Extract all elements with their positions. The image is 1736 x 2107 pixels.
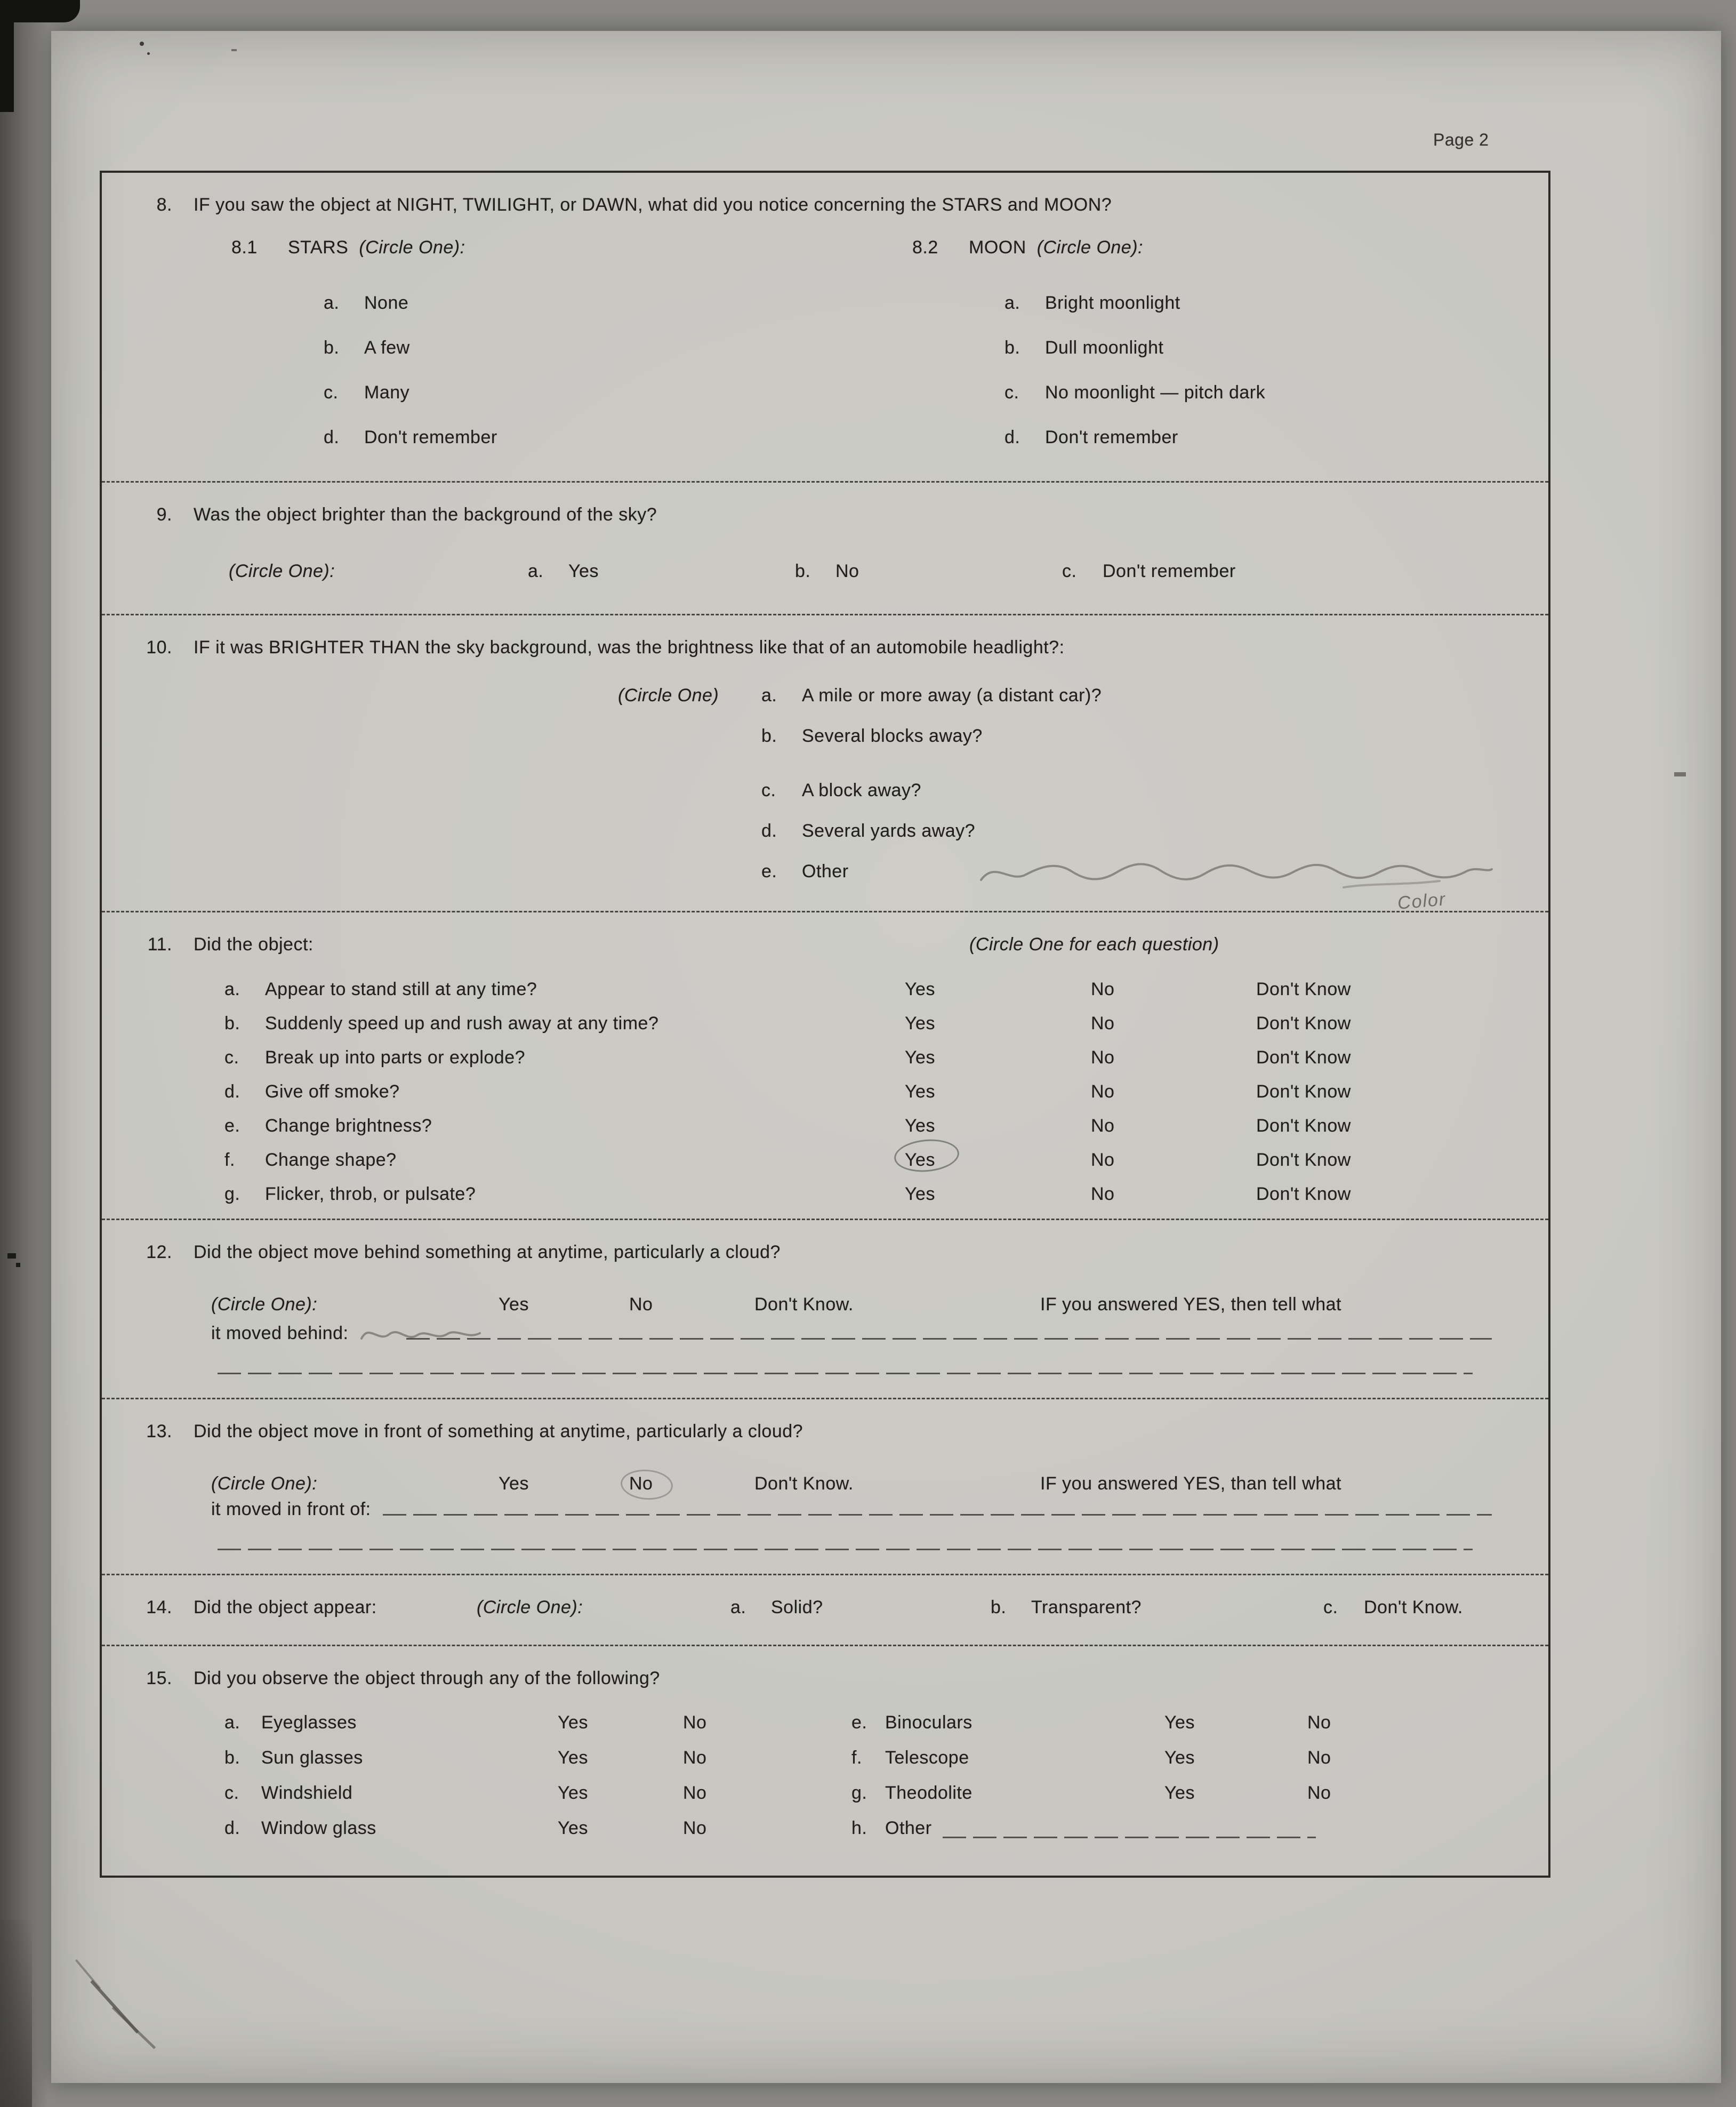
question-14-head <box>128 1596 1527 1619</box>
scan-artifact <box>231 49 237 51</box>
question-15-grid <box>128 1705 1527 1846</box>
option-q9-no[interactable] <box>795 559 1062 583</box>
option-q9-dont-remember[interactable] <box>1062 559 1236 583</box>
option-text: Dull moonlight <box>1045 338 1164 358</box>
option-text: Other <box>802 861 849 882</box>
question-11-text: Did the object: <box>194 934 314 955</box>
option-letter: b. <box>1004 338 1020 358</box>
question-9-section <box>102 481 1548 614</box>
option-q10-mile-away[interactable] <box>761 675 1527 716</box>
option-text: Several blocks away? <box>802 726 983 747</box>
option-moon-dont-remember[interactable] <box>1004 415 1527 460</box>
stars-options <box>231 281 912 460</box>
option-letter: b. <box>324 338 340 358</box>
question-13-text: Did the object move in front of something at anytime, particularly a cloud? <box>194 1421 803 1442</box>
answer-no[interactable]: No <box>1307 1712 1331 1733</box>
answer-no[interactable]: No <box>1307 1748 1331 1768</box>
question-10-number: 10. <box>146 637 172 658</box>
option-q10-blocks-away[interactable] <box>761 716 1527 756</box>
option-text: A mile or more away (a distant car)? <box>802 685 1102 706</box>
question-10-head <box>128 636 1527 659</box>
circle-one-label: (Circle One): <box>211 1473 318 1494</box>
answer-dont-know[interactable]: Don't Know <box>1256 1184 1351 1205</box>
fill-in-line[interactable] <box>406 1338 1492 1340</box>
answer-no[interactable]: No <box>1091 1081 1115 1102</box>
option-letter: c. <box>761 780 776 801</box>
item-other-label: Other <box>885 1818 932 1839</box>
scan-artifact <box>7 1253 16 1259</box>
q15-row-3 <box>224 1775 1527 1810</box>
scan-artifact <box>147 52 150 55</box>
answer-yes[interactable]: Yes <box>558 1748 588 1768</box>
option-letter: b. <box>991 1597 1007 1618</box>
option-q14-dont-know[interactable] <box>1323 1596 1463 1619</box>
q11-row-flicker <box>224 1177 1527 1211</box>
row-letter: g. <box>224 1184 240 1205</box>
option-text: Don't remember <box>364 427 497 448</box>
item-telescope: Telescope <box>885 1748 969 1768</box>
item-binoculars: Binoculars <box>885 1712 973 1733</box>
form-frame <box>100 171 1550 1878</box>
question-12-head <box>128 1240 1527 1264</box>
q11-row-smoke <box>224 1075 1527 1109</box>
row-letter: h. <box>851 1818 867 1839</box>
question-12-text: Did the object move behind something at anytime, particularly a cloud? <box>194 1242 781 1263</box>
question-15-head <box>128 1667 1527 1690</box>
row-letter: a. <box>224 979 240 1000</box>
row-letter: b. <box>224 1013 240 1034</box>
question-8-text: IF you saw the object at NIGHT, TWILIGHT, or DAWN, what did you notice concerning the STARS and MOON? <box>194 195 1112 215</box>
option-text: Solid? <box>771 1597 823 1618</box>
item-sun-glasses: Sun glasses <box>261 1748 363 1768</box>
question-13-head <box>128 1420 1527 1443</box>
option-letter: b. <box>761 726 777 747</box>
question-12-number: 12. <box>146 1242 172 1263</box>
option-text: Transparent? <box>1031 1597 1142 1618</box>
subquestion-title: STARS <box>288 237 349 258</box>
moved-in-front-line <box>128 1497 1492 1521</box>
option-text: Don't remember <box>1045 427 1178 448</box>
scan-artifact <box>16 1263 20 1267</box>
answer-dont-know[interactable]: Don't Know <box>1256 1013 1351 1034</box>
row-letter: d. <box>224 1081 240 1102</box>
answer-dont-know[interactable]: Don't Know. <box>754 1473 854 1494</box>
option-moon-dull[interactable] <box>1004 325 1527 370</box>
row-letter: e. <box>224 1116 240 1136</box>
option-moon-none[interactable] <box>1004 370 1527 415</box>
option-text: Several yards away? <box>802 821 976 842</box>
q15-row-4 <box>224 1810 1527 1846</box>
answer-dont-know[interactable]: Don't Know <box>1256 1081 1351 1102</box>
row-question: Change shape? <box>265 1150 397 1171</box>
option-letter: a. <box>1004 293 1020 314</box>
subquestion-title: MOON <box>969 237 1026 258</box>
option-letter: a. <box>528 561 544 582</box>
option-text: No <box>835 561 859 582</box>
question-9-options <box>128 559 1527 583</box>
subquestion-8-1-heading <box>231 236 912 259</box>
fill-in-line[interactable] <box>218 1549 1473 1550</box>
q15-row-2 <box>224 1740 1527 1775</box>
item-theodolite: Theodolite <box>885 1783 973 1804</box>
answer-no[interactable]: No <box>629 1294 653 1315</box>
item-windshield: Windshield <box>261 1783 353 1804</box>
circle-one-label: (Circle One): <box>359 237 465 258</box>
row-letter: f. <box>224 1150 235 1171</box>
row-letter: c. <box>224 1783 239 1804</box>
question-15-text: Did you observe the object through any of the following? <box>194 1668 660 1689</box>
answer-dont-know[interactable]: Don't Know <box>1256 1150 1351 1171</box>
subquestion-8-2-moon <box>912 236 1527 460</box>
answer-no[interactable]: No <box>683 1748 707 1768</box>
answer-no[interactable]: No <box>683 1783 707 1804</box>
answer-no[interactable]: No <box>1091 1013 1115 1034</box>
q15-row-1 <box>224 1705 1527 1740</box>
question-9-head <box>128 503 1527 526</box>
option-text: A few <box>364 338 410 358</box>
option-q10-yards-away[interactable] <box>761 811 1527 851</box>
option-letter: c. <box>1323 1597 1338 1618</box>
option-text: A block away? <box>802 780 921 801</box>
question-11-rows <box>128 972 1527 1211</box>
q11-row-break-up <box>224 1040 1527 1075</box>
question-14-number: 14. <box>146 1597 172 1618</box>
answer-dont-know[interactable]: Don't Know <box>1256 979 1351 1000</box>
answer-no[interactable]: No <box>1091 979 1115 1000</box>
option-text: Bright moonlight <box>1045 293 1180 314</box>
subquestion-number: 8.2 <box>912 237 938 258</box>
answer-yes[interactable]: Yes <box>499 1473 529 1494</box>
answer-yes[interactable]: Yes <box>558 1783 588 1804</box>
circle-one-label: (Circle One): <box>477 1597 583 1618</box>
row-question: Flicker, throb, or pulsate? <box>265 1184 476 1205</box>
moved-behind-line <box>128 1318 1492 1345</box>
q11-row-speed-up <box>224 1006 1527 1040</box>
question-8-number: 8. <box>156 195 172 215</box>
answer-no[interactable]: No <box>1091 1184 1115 1205</box>
item-window-glass: Window glass <box>261 1818 376 1839</box>
page-number: Page 2 <box>1433 130 1489 149</box>
answer-dont-know[interactable]: Don't Know <box>1256 1116 1351 1136</box>
option-stars-dont-remember[interactable] <box>324 415 912 460</box>
option-text: Many <box>364 382 410 403</box>
option-letter: b. <box>795 561 811 582</box>
question-12-answers <box>128 1293 1527 1316</box>
moon-options <box>912 281 1527 460</box>
handwriting-scribble <box>976 852 1498 895</box>
answer-yes[interactable]: Yes <box>558 1712 588 1733</box>
paper <box>51 31 1721 2083</box>
question-10-options <box>128 675 1527 914</box>
option-letter: e. <box>761 861 777 882</box>
question-8-head <box>128 193 1527 217</box>
scan-artifact <box>0 0 14 112</box>
scan-edge-shadow <box>0 0 53 2107</box>
row-letter: b. <box>224 1748 240 1768</box>
item-other <box>885 1810 1527 1846</box>
question-10-text: IF it was BRIGHTER THAN the sky background, was the brightness like that of an automobile headlight?: <box>194 637 1065 658</box>
answer-yes[interactable]: Yes <box>905 1081 935 1102</box>
option-letter: d. <box>1004 427 1020 448</box>
option-letter: c. <box>1062 561 1077 582</box>
question-15-section <box>102 1645 1548 1876</box>
moved-in-front-label: it moved in front of: <box>211 1499 371 1520</box>
moved-behind-label: it moved behind: <box>211 1323 349 1344</box>
option-q14-solid[interactable] <box>730 1596 991 1619</box>
scan-artifact <box>1674 772 1686 776</box>
question-13-section <box>102 1398 1548 1574</box>
answer-yes[interactable]: Yes <box>905 979 935 1000</box>
answer-yes[interactable]: Yes <box>905 1013 935 1034</box>
question-13-number: 13. <box>146 1421 172 1442</box>
row-question: Suddenly speed up and rush away at any time? <box>265 1013 659 1034</box>
answer-no-circled[interactable]: No <box>629 1472 754 1495</box>
q11-row-shape <box>224 1143 1527 1177</box>
row-letter: a. <box>224 1712 240 1733</box>
row-letter: f. <box>851 1748 862 1768</box>
circle-one-label: (Circle One): <box>1036 237 1143 258</box>
scan-artifact <box>0 1920 32 2107</box>
option-stars-a-few[interactable] <box>324 325 912 370</box>
option-text: None <box>364 293 409 314</box>
answer-yes[interactable]: Yes <box>558 1818 588 1839</box>
question-11-number: 11. <box>147 934 172 955</box>
row-question: Change brightness? <box>265 1116 432 1136</box>
item-eyeglasses: Eyeglasses <box>261 1712 357 1733</box>
question-11-head <box>128 933 1527 956</box>
circle-one-label: (Circle One): <box>211 1294 318 1315</box>
q11-row-brightness <box>224 1109 1527 1143</box>
option-letter: c. <box>1004 382 1019 403</box>
answer-no[interactable]: No <box>683 1818 707 1839</box>
option-q10-block-away[interactable] <box>761 770 1527 811</box>
question-8-section <box>102 173 1548 481</box>
answer-no[interactable]: No <box>1091 1116 1115 1136</box>
option-letter: a. <box>730 1597 746 1618</box>
fill-in-line[interactable] <box>383 1514 1492 1516</box>
option-text: No moonlight — pitch dark <box>1045 382 1266 403</box>
scan-artifact <box>140 42 144 46</box>
question-14-text: Did the object appear: <box>194 1597 377 1618</box>
answer-yes[interactable]: Yes <box>905 1116 935 1136</box>
row-letter: g. <box>851 1783 867 1804</box>
question-8-columns <box>128 236 1527 460</box>
option-q9-yes[interactable] <box>528 559 795 583</box>
handwriting-scribble <box>357 1318 485 1347</box>
question-9-text: Was the object brighter than the background of the sky? <box>194 504 657 525</box>
circle-one-label: (Circle One) <box>618 685 719 706</box>
subquestion-8-2-heading <box>912 236 1527 259</box>
option-letter: a. <box>324 293 340 314</box>
subquestion-8-1-stars <box>231 236 912 460</box>
q11-row-stand-still <box>224 972 1527 1006</box>
option-letter: d. <box>324 427 340 448</box>
row-question: Appear to stand still at any time? <box>265 979 537 1000</box>
question-15-number: 15. <box>146 1668 172 1689</box>
option-letter: c. <box>324 382 339 403</box>
answer-no[interactable]: No <box>683 1712 707 1733</box>
fill-in-line[interactable] <box>943 1837 1316 1838</box>
answer-dont-know[interactable]: Don't Know. <box>754 1294 854 1315</box>
option-text: Don't Know. <box>1364 1597 1463 1618</box>
answer-yes[interactable]: Yes <box>1164 1783 1195 1804</box>
option-q14-transparent[interactable] <box>991 1596 1323 1619</box>
question-13-answers <box>128 1472 1527 1495</box>
option-stars-none[interactable] <box>324 281 912 325</box>
row-question: Give off smoke? <box>265 1081 400 1102</box>
option-letter: a. <box>761 685 777 706</box>
answer-yes[interactable]: Yes <box>1164 1712 1195 1733</box>
fill-in-line[interactable] <box>218 1373 1473 1374</box>
circle-one-label: (Circle One): <box>229 561 335 582</box>
question-9-number: 9. <box>156 504 172 525</box>
answer-no[interactable]: No <box>1091 1047 1115 1068</box>
option-text: Yes <box>568 561 599 582</box>
row-letter: c. <box>224 1047 239 1068</box>
answer-dont-know[interactable]: Don't Know <box>1256 1047 1351 1068</box>
answer-no[interactable]: No <box>1091 1150 1115 1171</box>
option-stars-many[interactable] <box>324 370 912 415</box>
answer-yes[interactable]: Yes <box>1164 1748 1195 1768</box>
option-text: Don't remember <box>1103 561 1236 582</box>
answer-yes-circled[interactable]: Yes <box>905 1143 1091 1177</box>
answer-yes[interactable]: Yes <box>905 1184 935 1205</box>
followup-text: IF you answered YES, than tell what <box>1040 1473 1341 1494</box>
answer-yes[interactable]: Yes <box>905 1047 935 1068</box>
circle-one-label: (Circle One for each question) <box>969 934 1219 955</box>
row-letter: d. <box>224 1818 240 1839</box>
question-12-section <box>102 1219 1548 1398</box>
followup-text: IF you answered YES, then tell what <box>1040 1294 1341 1315</box>
handwritten-word: Color <box>1396 889 1447 914</box>
subquestion-number: 8.1 <box>231 237 258 258</box>
question-14-section <box>102 1574 1548 1645</box>
answer-no[interactable]: No <box>1307 1783 1331 1804</box>
row-question: Break up into parts or explode? <box>265 1047 526 1068</box>
question-11-section <box>102 911 1548 1219</box>
row-letter: e. <box>851 1712 867 1733</box>
option-letter: d. <box>761 821 777 842</box>
question-10-section <box>102 614 1548 914</box>
option-moon-bright[interactable] <box>1004 281 1527 325</box>
answer-yes[interactable]: Yes <box>499 1294 529 1315</box>
